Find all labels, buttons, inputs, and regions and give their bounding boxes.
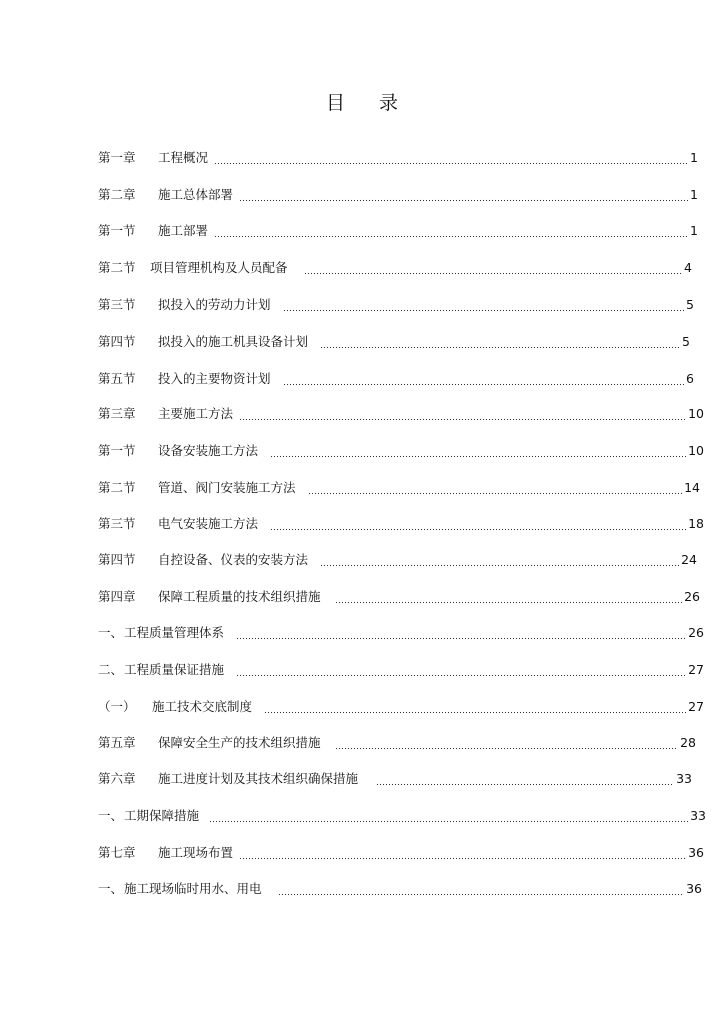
toc-entry-text: 管道、阀门安装施工方法 (158, 480, 296, 495)
toc-entry[interactable] (98, 880, 702, 898)
toc-entry-label (98, 844, 233, 862)
toc-entry-number: 第三节 (98, 516, 136, 531)
toc-entry-number: 第二章 (98, 187, 136, 202)
toc-entry[interactable] (98, 259, 692, 277)
toc-entry-text: 施工总体部署 (158, 187, 234, 202)
toc-entry-page: 10 (688, 406, 704, 421)
toc-entry-text: 施工部署 (158, 223, 209, 238)
toc-dot-leader (283, 370, 685, 388)
toc-entry[interactable] (98, 844, 704, 862)
toc-entry-label (98, 186, 233, 204)
toc-entry-label (98, 734, 321, 752)
toc-dot-leader (270, 515, 686, 533)
toc-dot-leader (236, 624, 686, 642)
toc-entry-number: 第四章 (98, 589, 136, 604)
toc-dot-leader (283, 296, 685, 314)
toc-entry-label (98, 698, 252, 716)
toc-entry-page: 36 (686, 881, 702, 896)
toc-entry-label (98, 259, 288, 277)
toc-dot-leader (270, 442, 686, 460)
toc-entry[interactable] (98, 515, 704, 533)
toc-entry[interactable] (98, 370, 694, 388)
toc-entry[interactable] (98, 734, 696, 752)
toc-entry-page: 1 (690, 223, 698, 238)
toc-entry-label (98, 479, 296, 497)
toc-dot-leader (304, 259, 683, 277)
toc-entry-text: 投入的主要物资计划 (158, 371, 271, 386)
toc-entry-page: 26 (684, 589, 700, 604)
toc-entry-number: 第六章 (98, 771, 136, 786)
toc-entry-number: 第五章 (98, 735, 136, 750)
toc-entry-page: 33 (690, 808, 706, 823)
toc-entry-label (98, 551, 308, 569)
toc-entry-number: 二、 (98, 662, 124, 677)
toc-dot-leader (320, 333, 680, 351)
toc-entry-text: 拟投入的施工机具设备计划 (158, 334, 309, 349)
toc-entry-number: 第一章 (98, 150, 136, 165)
toc-entry-text: 工期保障措施 (124, 808, 200, 823)
toc-entry-label (98, 661, 224, 679)
toc-entry-text: 施工现场临时用水、用电 (124, 881, 262, 896)
toc-entry-text: 工程质量保证措施 (124, 662, 225, 677)
toc-entry-text: 自控设备、仪表的安装方法 (158, 552, 309, 567)
toc-entry[interactable] (98, 405, 704, 423)
toc-entry[interactable] (98, 149, 698, 167)
toc-entry-number: 第一节 (98, 223, 136, 238)
toc-entry[interactable] (98, 588, 700, 606)
toc-entry-page: 10 (688, 443, 704, 458)
toc-dot-leader (236, 661, 686, 679)
toc-entry-number: 第四节 (98, 334, 136, 349)
toc-entry-text: 施工技术交底制度 (152, 699, 253, 714)
toc-entry-number: 第三节 (98, 297, 136, 312)
toc-entry-text: 拟投入的劳动力计划 (158, 297, 271, 312)
toc-entry-page: 4 (684, 260, 692, 275)
toc-entry[interactable] (98, 442, 704, 460)
toc-entry-number: 一、 (98, 625, 124, 640)
toc-entry-text: 保障安全生产的技术组织措施 (158, 735, 321, 750)
toc-entry-page: 33 (676, 771, 692, 786)
toc-entry-number: 第五节 (98, 371, 136, 386)
toc-entry-label (98, 880, 262, 898)
toc-entry-number: 一、 (98, 881, 124, 896)
toc-dot-leader (308, 479, 683, 497)
toc-dot-leader (214, 222, 688, 240)
toc-entry-text: 工程概况 (158, 150, 209, 165)
toc-entry[interactable] (98, 661, 704, 679)
toc-entry-text: 施工进度计划及其技术组织确保措施 (158, 771, 359, 786)
toc-entry-label (98, 807, 199, 825)
toc-entry-label (98, 370, 271, 388)
toc-entry-page: 28 (680, 735, 696, 750)
toc-entry-page: 27 (688, 699, 704, 714)
toc-entry[interactable] (98, 770, 692, 788)
toc-entry-page: 27 (688, 662, 704, 677)
toc-entry-label (98, 515, 258, 533)
toc-entry-number: 一、 (98, 808, 124, 823)
toc-entry-text: 工程质量管理体系 (124, 625, 225, 640)
toc-entry-page: 14 (684, 480, 700, 495)
toc-entry-text: 施工现场布置 (158, 845, 234, 860)
toc-entry[interactable] (98, 698, 704, 716)
toc-entry-text: 设备安装施工方法 (158, 443, 259, 458)
toc-entry-number: 第七章 (98, 845, 136, 860)
toc-entry-label (98, 588, 321, 606)
toc-entry-page: 5 (686, 297, 694, 312)
toc-entry-label (98, 296, 271, 314)
toc-entry-page: 6 (686, 371, 694, 386)
page-title: 目 录 (325, 92, 413, 114)
toc-entry[interactable] (98, 222, 698, 240)
toc-entry-page: 18 (688, 516, 704, 531)
toc-entry-number: 第二节 (98, 260, 136, 275)
toc-entry-page: 26 (688, 625, 704, 640)
toc-entry-number: 第四节 (98, 552, 136, 567)
toc-dot-leader (376, 770, 674, 788)
toc-dot-leader (335, 588, 683, 606)
toc-entry-page: 24 (681, 552, 697, 567)
toc-dot-leader (320, 551, 679, 569)
toc-entry[interactable] (98, 333, 690, 351)
toc-entry-label (98, 624, 224, 642)
toc-entry-page: 36 (688, 845, 704, 860)
toc-entry-page: 1 (690, 187, 698, 202)
toc-entry-number: 第一节 (98, 443, 136, 458)
toc-entry-text: 保障工程质量的技术组织措施 (158, 589, 321, 604)
toc-entry-number: （一） (98, 699, 136, 714)
toc-entry-number: 第二节 (98, 480, 136, 495)
toc-entry[interactable] (98, 624, 704, 642)
toc-entry[interactable] (98, 186, 698, 204)
toc-dot-leader (264, 698, 686, 716)
toc-entry-text: 主要施工方法 (158, 406, 234, 421)
toc-entry-page: 1 (690, 150, 698, 165)
toc-entry[interactable] (98, 551, 697, 569)
toc-entry-label (98, 333, 308, 351)
toc-dot-leader (239, 186, 688, 204)
toc-entry-label (98, 770, 358, 788)
toc-dot-leader (239, 844, 686, 862)
toc-entry[interactable] (98, 479, 700, 497)
toc-entry-label (98, 149, 208, 167)
toc-entry[interactable] (98, 807, 706, 825)
toc-dot-leader (239, 405, 686, 423)
toc-entry[interactable] (98, 296, 694, 314)
toc-entry-text: 项目管理机构及人员配备 (150, 260, 288, 275)
toc-dot-leader (335, 734, 679, 752)
toc-entry-label (98, 442, 258, 460)
toc-dot-leader (209, 807, 688, 825)
toc-entry-label (98, 222, 208, 240)
toc-entry-label (98, 405, 233, 423)
toc-dot-leader (214, 149, 688, 167)
toc-dot-leader (278, 880, 685, 898)
toc-entry-text: 电气安装施工方法 (158, 516, 259, 531)
toc-entry-page: 5 (682, 334, 690, 349)
toc-entry-number: 第三章 (98, 406, 136, 421)
